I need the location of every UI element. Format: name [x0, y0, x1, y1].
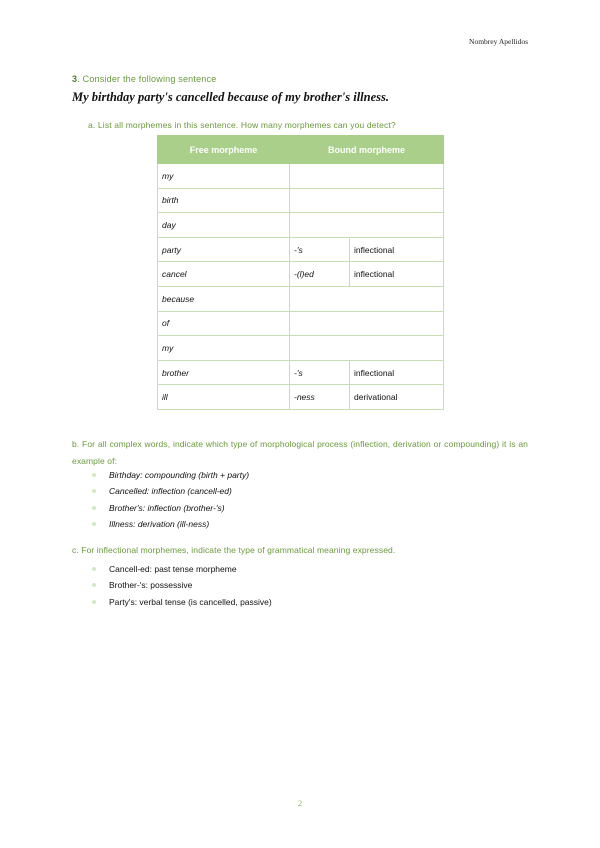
free-morpheme-cell: day [158, 213, 290, 238]
bullet-icon [92, 567, 96, 571]
list-item: Cancell-ed: past tense morpheme [92, 561, 272, 577]
free-morpheme-cell: my [158, 164, 290, 189]
page-number: 2 [297, 798, 303, 808]
header-bound-morpheme: Bound morpheme [290, 136, 444, 164]
table-row [158, 262, 444, 287]
table-row [158, 311, 444, 336]
question-prompt: . Consider the following sentence [77, 74, 217, 84]
table-row [158, 336, 444, 361]
question-number: 3 [72, 74, 78, 84]
page-header-author: Nombrey Apellidos [469, 37, 528, 46]
bound-morpheme-cell [290, 336, 444, 361]
part-a-prompt: a. List all morphemes in this sentence. How many morphemes can you detect? [88, 120, 396, 130]
bullet-icon [92, 506, 96, 510]
list-item: Party's: verbal tense (is cancelled, passive) [92, 594, 272, 610]
bullet-icon [92, 522, 96, 526]
morpheme-table [157, 135, 444, 410]
morpheme-type-cell: inflectional [350, 262, 444, 287]
bound-morpheme-cell: -ness [290, 385, 350, 410]
header-free-morpheme: Free morpheme [158, 136, 290, 164]
bound-morpheme-cell [290, 164, 444, 189]
table-row [158, 385, 444, 410]
free-morpheme-cell: birth [158, 188, 290, 213]
free-morpheme-cell: of [158, 311, 290, 336]
question-heading [72, 74, 216, 84]
table-row [158, 360, 444, 385]
table-row [158, 164, 444, 189]
free-morpheme-cell: brother [158, 360, 290, 385]
bullet-icon [92, 600, 96, 604]
table-row [158, 286, 444, 311]
part-c-prompt: c. For inflectional morphemes, indicate the type of grammatical meaning expressed. [72, 545, 396, 555]
free-morpheme-cell: ill [158, 385, 290, 410]
list-item: Brother-'s: possessive [92, 577, 272, 593]
bound-morpheme-cell [290, 311, 444, 336]
bullet-icon [92, 489, 96, 493]
list-item: Illness: derivation (ill-ness) [92, 516, 249, 532]
bullet-icon [92, 473, 96, 477]
bound-morpheme-cell: -'s [290, 360, 350, 385]
bound-morpheme-cell [290, 188, 444, 213]
bound-morpheme-cell [290, 286, 444, 311]
part-b-prompt: b. For all complex words, indicate which type of morphological process (inflection, derivation or compounding) it is an example of: [72, 439, 528, 466]
bound-morpheme-cell: -'s [290, 237, 350, 262]
list-item: Cancelled: inflection (cancell-ed) [92, 483, 249, 499]
free-morpheme-cell: because [158, 286, 290, 311]
table-row [158, 213, 444, 238]
table-header-row [158, 136, 444, 164]
bound-morpheme-cell [290, 213, 444, 238]
free-morpheme-cell: my [158, 336, 290, 361]
free-morpheme-cell: party [158, 237, 290, 262]
part-c-list [92, 561, 272, 610]
example-sentence: My birthday party's cancelled because of my brother's illness. [72, 90, 389, 104]
morpheme-type-cell: inflectional [350, 237, 444, 262]
morpheme-type-cell: derivational [350, 385, 444, 410]
list-item: Brother's: inflection (brother-'s) [92, 500, 249, 516]
table-row [158, 237, 444, 262]
part-b-list [92, 467, 249, 533]
list-item: Birthday: compounding (birth + party) [92, 467, 249, 483]
free-morpheme-cell: cancel [158, 262, 290, 287]
bullet-icon [92, 583, 96, 587]
morpheme-type-cell: inflectional [350, 360, 444, 385]
bound-morpheme-cell: -(l)ed [290, 262, 350, 287]
table-row [158, 188, 444, 213]
